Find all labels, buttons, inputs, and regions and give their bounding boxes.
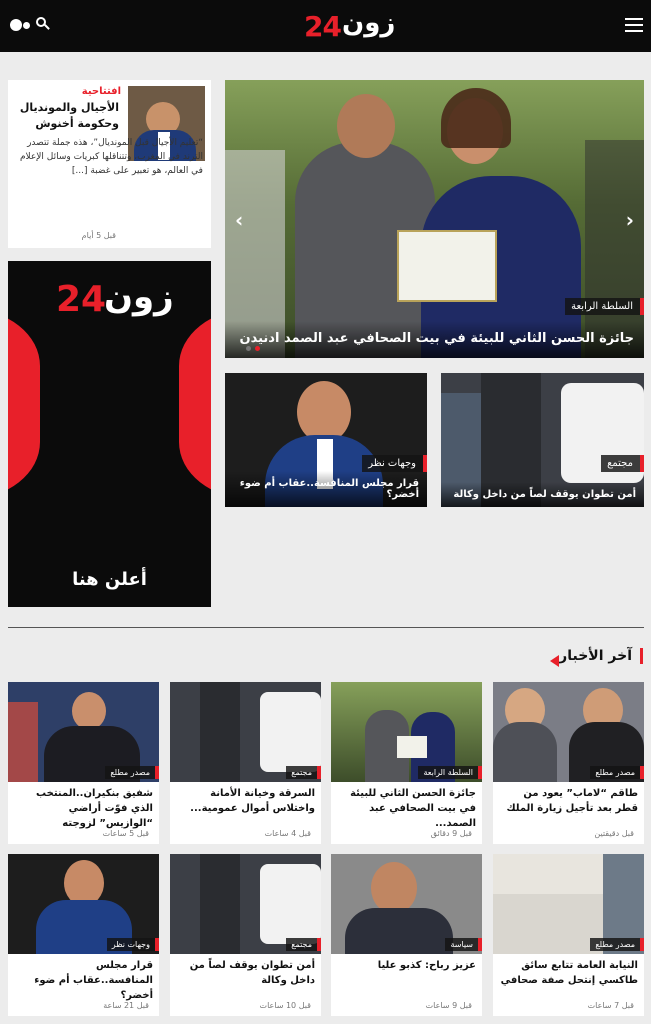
news-card-tag[interactable]: مصدر مطلع	[590, 938, 644, 951]
news-card-time: قبل 5 ساعات	[102, 829, 149, 838]
hero-slider[interactable]	[225, 80, 644, 358]
news-card-time: قبل 7 ساعات	[587, 1001, 634, 1010]
logo-number: 24	[304, 10, 341, 43]
ad-logo-word: زون	[104, 277, 174, 317]
editorial-time: قبل 5 أيام	[81, 231, 116, 240]
news-card[interactable]	[8, 854, 159, 1016]
news-card[interactable]	[331, 854, 482, 1016]
section-divider	[8, 627, 644, 628]
news-card-time: قبل 9 دقائق	[430, 829, 472, 838]
news-card-title[interactable]: جائزة الحسن الثاني للبيئة في بيت الصحافي عبد الصمد...	[350, 788, 476, 829]
featured-card-2-tag[interactable]: مجتمع	[601, 455, 644, 472]
news-card-time: قبل 21 ساعة	[103, 1001, 149, 1010]
news-card-time: قبل 10 ساعات	[259, 1001, 311, 1010]
news-card-tag[interactable]: السلطة الرابعة	[418, 766, 482, 779]
slider-dots	[246, 336, 264, 355]
editorial-excerpt: “تعليم الأجيال قبل المونديال”، هذه جملة تتصدر الترند في المغرب، وتتناقلها كبريات وسائل الإعلام في العالم، هو تعبير على غضبة [...]	[19, 138, 203, 176]
news-card-tag[interactable]: مجتمع	[286, 766, 321, 779]
news-card-title[interactable]: قرار مجلس المنافسة..عقاب أم ضوء أخضر؟	[34, 960, 153, 1001]
news-card-tag[interactable]: وجهات نظر	[107, 938, 159, 951]
news-card-title[interactable]: السرقة وخيانة الأمانة واختلاس أموال عمومية...	[190, 788, 315, 814]
ad-logo	[56, 277, 174, 321]
news-card-tag[interactable]: مصدر مطلع	[590, 766, 644, 779]
site-header	[0, 0, 651, 52]
news-card[interactable]	[493, 682, 644, 844]
news-card[interactable]	[8, 682, 159, 844]
night-mode-icon[interactable]	[10, 18, 32, 32]
news-card-tag[interactable]: مصدر مطلع	[105, 766, 159, 779]
featured-card-2[interactable]	[441, 373, 644, 507]
news-card-tag[interactable]: سياسة	[445, 938, 482, 951]
ad-decoration-right	[179, 309, 211, 499]
news-card-title[interactable]: أمن تطوان يوقف لصاً من داخل وكالة	[189, 960, 315, 986]
slider-title[interactable]: جائزة الحسن الثاني للبيئة في بيت الصحافي عبد الصمد ادنيدن	[225, 321, 644, 358]
news-card-time: قبل 9 ساعات	[425, 1001, 472, 1010]
news-card-time: قبل دقيقتين	[594, 829, 634, 838]
ad-logo-number: 24	[56, 279, 107, 320]
section-arrow-icon	[550, 655, 559, 667]
latest-news-heading: آخر الأخبار	[559, 648, 643, 664]
featured-card-1[interactable]	[225, 373, 427, 507]
editorial-title[interactable]: الأجيال والمونديال وحكومة أخنوش	[19, 101, 119, 130]
news-card-time: قبل 4 ساعات	[264, 829, 311, 838]
news-card[interactable]	[493, 854, 644, 1016]
news-card-title[interactable]: طاقم “لاماب” يعود من قطر بعد تأجيل زيارة الملك	[506, 788, 638, 814]
ad-cta: أعلن هنا	[72, 569, 147, 590]
news-card-title[interactable]: عزيز رباح: كذبو عليا	[377, 960, 476, 971]
featured-card-2-title[interactable]: أمن تطوان يوقف لصاً من داخل وكالة	[441, 482, 644, 507]
ad-decoration-left	[8, 309, 40, 499]
editorial-kicker[interactable]: افتتاحية	[81, 86, 121, 97]
slider-prev-icon[interactable]: ‹	[235, 208, 244, 232]
slider-dot[interactable]	[246, 346, 251, 351]
slider-category-tag[interactable]: السلطة الرابعة	[565, 298, 644, 315]
featured-card-1-tag[interactable]: وجهات نظر	[362, 455, 427, 472]
advertisement-banner[interactable]	[8, 261, 211, 607]
news-card[interactable]	[170, 682, 321, 844]
slider-dot-active[interactable]	[255, 346, 260, 351]
editorial-card[interactable]	[8, 80, 211, 248]
site-logo[interactable]	[304, 8, 396, 46]
news-card-tag[interactable]: مجتمع	[286, 938, 321, 951]
search-icon[interactable]	[36, 17, 50, 31]
hamburger-menu-icon[interactable]	[625, 18, 643, 32]
news-card[interactable]	[170, 854, 321, 1016]
logo-word: زون	[342, 8, 396, 38]
slider-next-icon[interactable]: ›	[625, 208, 634, 232]
featured-card-1-title[interactable]: قرار مجلس المنافسة..عقاب أم ضوء أخضر؟	[225, 471, 427, 507]
news-card-title[interactable]: شفيق بنكيران..المنتخب الذي فوّت أراضي “الوازيس” لزوجته	[36, 788, 153, 829]
news-card-title[interactable]: النيابة العامة تتابع سائق طاكسي إنتحل صفة صحافي	[500, 960, 638, 986]
news-card[interactable]	[331, 682, 482, 844]
